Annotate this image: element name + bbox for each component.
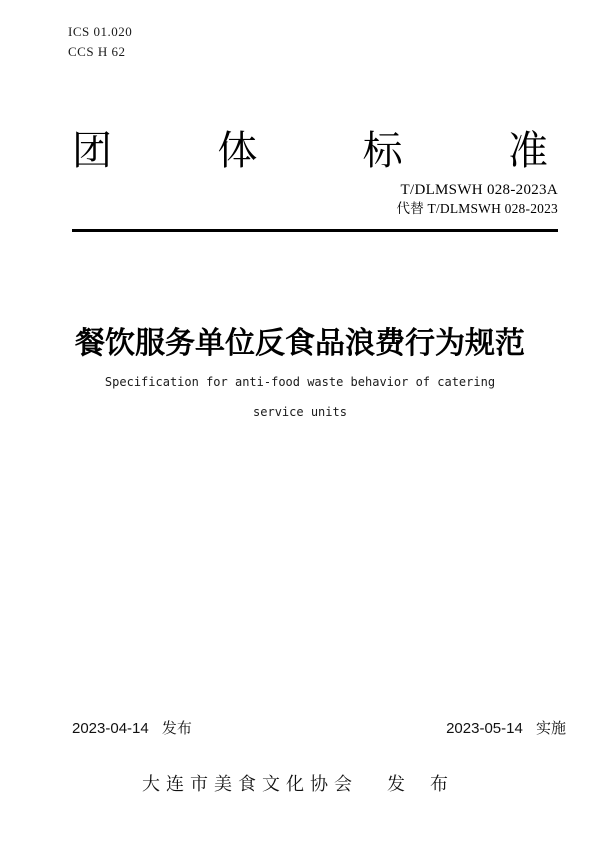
standard-type-char: 体 [217,128,258,173]
ics-code: ICS 01.020 [68,24,133,39]
implement-label: 实施 [535,720,566,737]
publisher-row [0,770,600,796]
header-divider-rule [72,229,558,232]
document-title-english-line1: Specification for anti-food waste behavior of catering [104,375,496,389]
document-title-chinese: 餐饮服务单位反食品浪费行为规范 [75,327,525,360]
implement-date-group [446,717,566,738]
document-title-english-line2: service units [253,405,347,419]
standard-type-char: 标 [362,128,403,173]
publisher-name: 大连市美食文化协会 [141,774,358,794]
dates-row [72,717,566,738]
replaces-standard-number: 代替 T/DLMSWH 028-2023 [396,200,558,216]
standard-type-char: 团 [72,128,112,173]
publish-label: 发 布 [387,774,459,794]
issue-label: 发布 [161,720,192,737]
issue-date-group [72,717,192,738]
standard-number-block [397,182,559,217]
issue-date: 2023-04-14 [72,720,149,737]
implement-date: 2023-05-14 [446,720,523,737]
standard-number: T/DLMSWH 028-2023A [400,182,558,198]
ccs-code: CCS H 62 [68,44,126,59]
standard-type-heading [72,128,548,173]
standard-type-char: 准 [507,128,548,173]
classification-codes [68,22,132,62]
